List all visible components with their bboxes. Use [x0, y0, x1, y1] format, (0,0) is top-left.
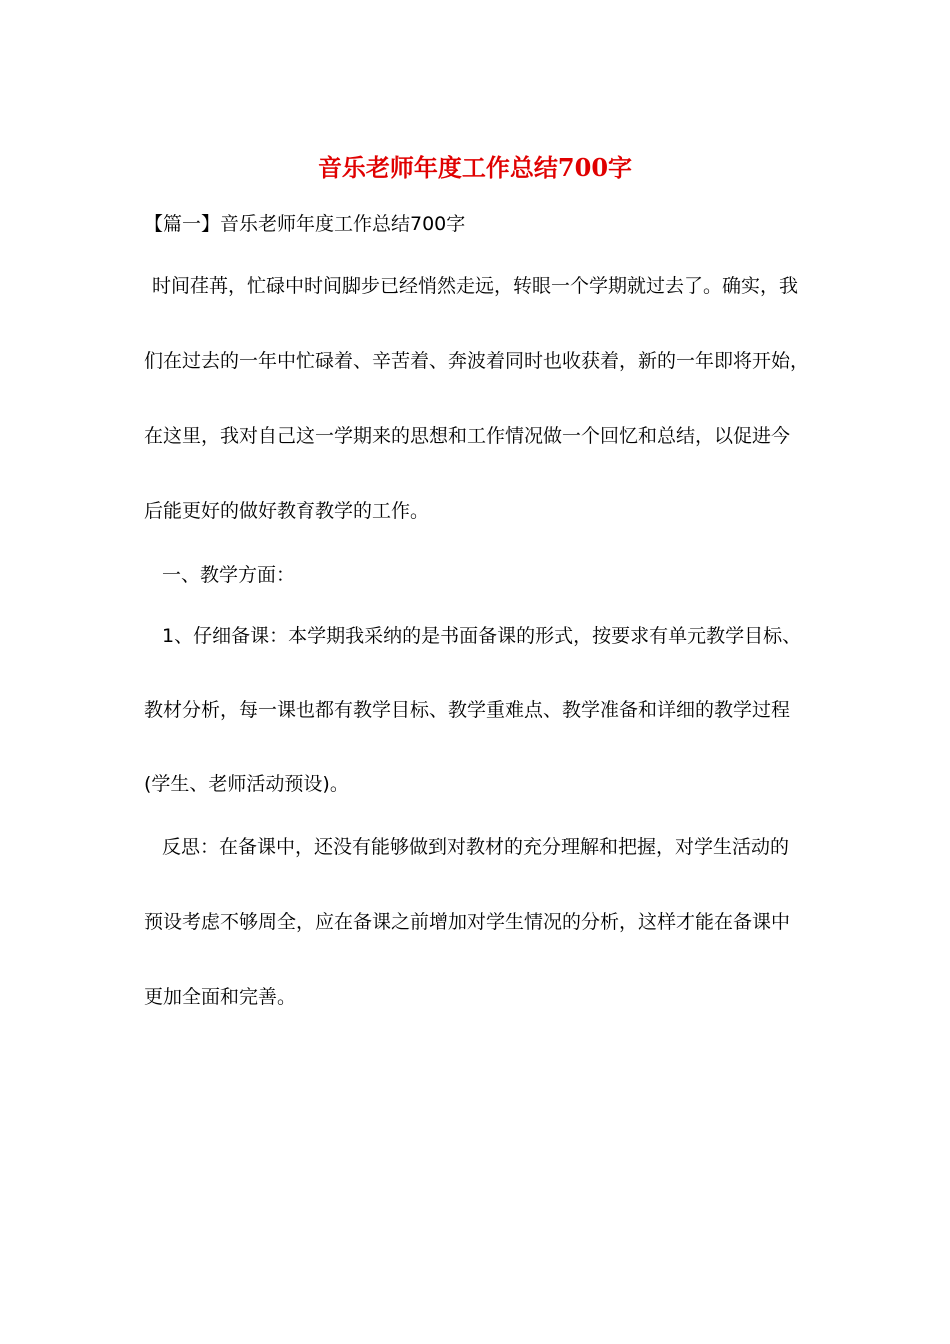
- paragraph-line: (学生、老师活动预设)。: [144, 773, 349, 795]
- paragraph-line: 后能更好的做好教育教学的工作。: [144, 500, 430, 522]
- paragraph-line: 们在过去的一年中忙碌着、辛苦着、奔波着同时也收获着，新的一年即将开始，: [144, 350, 810, 372]
- paragraph-line: 时间荏苒，忙碌中时间脚步已经悄然走远，转眼一个学期就过去了。确实，我: [152, 275, 799, 297]
- paragraph-line: 更加全面和完善。: [144, 986, 297, 1008]
- paragraph-line: 教材分析，每一课也都有教学目标、教学重难点、教学准备和详细的教学过程: [144, 699, 791, 721]
- section-subheading: 一、教学方面：: [162, 564, 296, 586]
- paragraph-line: 反思：在备课中，还没有能够做到对教材的充分理解和把握，对学生活动的: [162, 836, 790, 858]
- paragraph-line: 预设考虑不够周全，应在备课之前增加对学生情况的分析，这样才能在备课中: [144, 911, 791, 933]
- paragraph-line: 在这里，我对自己这一学期来的思想和工作情况做一个回忆和总结，以促进今: [144, 425, 791, 447]
- section-heading: 【篇一】音乐老师年度工作总结700字: [144, 213, 466, 235]
- document-title: 音乐老师年度工作总结700字: [317, 153, 633, 182]
- paragraph-line: 1、仔细备课：本学期我采纳的是书面备课的形式，按要求有单元教学目标、: [162, 625, 802, 647]
